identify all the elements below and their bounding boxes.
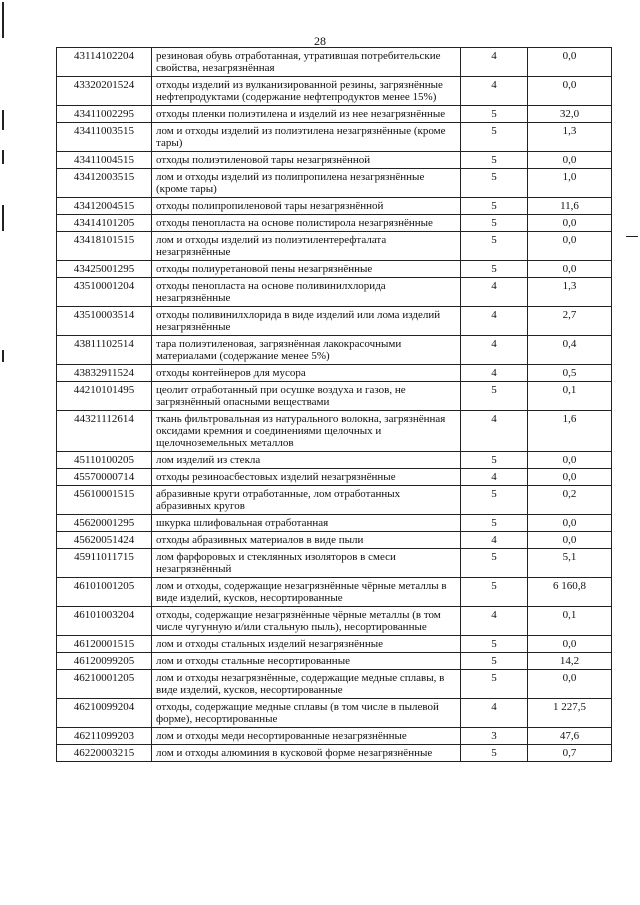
table-row — [57, 549, 612, 578]
waste-name-cell: отходы, содержащие незагрязнённые чёрные металлы (в том числе чугунную и/или стальную пыль), несортированные — [152, 607, 461, 636]
table-row — [57, 232, 612, 261]
waste-amount-cell: 1 227,5 — [528, 699, 612, 728]
waste-amount-cell: 1,6 — [528, 411, 612, 452]
hazard-class-cell: 3 — [461, 728, 528, 745]
waste-name-cell: отходы контейнеров для мусора — [152, 365, 461, 382]
waste-name-cell: отходы полиэтиленовой тары незагрязнённой — [152, 152, 461, 169]
waste-name-cell: отходы абразивных материалов в виде пыли — [152, 532, 461, 549]
waste-amount-cell: 0,0 — [528, 515, 612, 532]
waste-amount-cell: 0,0 — [528, 469, 612, 486]
hazard-class-cell: 4 — [461, 278, 528, 307]
waste-code-cell: 45570000714 — [57, 469, 152, 486]
waste-amount-cell: 0,0 — [528, 232, 612, 261]
waste-amount-cell: 1,3 — [528, 278, 612, 307]
hazard-class-cell: 5 — [461, 636, 528, 653]
waste-name-cell: отходы полипропиленовой тары незагрязнённой — [152, 198, 461, 215]
hazard-class-cell: 4 — [461, 469, 528, 486]
waste-amount-cell: 6 160,8 — [528, 578, 612, 607]
waste-code-cell: 43411004515 — [57, 152, 152, 169]
table-row — [57, 532, 612, 549]
waste-code-cell: 46120099205 — [57, 653, 152, 670]
table-row — [57, 198, 612, 215]
waste-code-cell: 45620051424 — [57, 532, 152, 549]
waste-name-cell: лом и отходы меди несортированные незагрязнённые — [152, 728, 461, 745]
waste-code-cell: 46210001205 — [57, 670, 152, 699]
waste-name-cell: лом и отходы стальных изделий незагрязнённые — [152, 636, 461, 653]
table-row — [57, 515, 612, 532]
hazard-class-cell: 5 — [461, 578, 528, 607]
hazard-class-cell: 4 — [461, 607, 528, 636]
waste-amount-cell: 0,0 — [528, 452, 612, 469]
waste-code-cell: 46120001515 — [57, 636, 152, 653]
waste-code-cell: 44321112614 — [57, 411, 152, 452]
hazard-class-cell: 5 — [461, 106, 528, 123]
waste-code-cell: 43320201524 — [57, 77, 152, 106]
hazard-class-cell: 5 — [461, 198, 528, 215]
waste-table — [56, 47, 612, 762]
waste-code-cell: 43418101515 — [57, 232, 152, 261]
hazard-class-cell: 5 — [461, 152, 528, 169]
waste-code-cell: 43811102514 — [57, 336, 152, 365]
table-row — [57, 106, 612, 123]
waste-code-cell: 43412003515 — [57, 169, 152, 198]
waste-name-cell: лом и отходы, содержащие незагрязнённые чёрные металлы в виде изделий, кусков, несортированные — [152, 578, 461, 607]
waste-amount-cell: 0,4 — [528, 336, 612, 365]
waste-amount-cell: 1,3 — [528, 123, 612, 152]
table-row — [57, 653, 612, 670]
waste-amount-cell: 0,1 — [528, 382, 612, 411]
table-row — [57, 215, 612, 232]
hazard-class-cell: 4 — [461, 48, 528, 77]
waste-code-cell: 46220003215 — [57, 745, 152, 762]
waste-amount-cell: 11,6 — [528, 198, 612, 215]
hazard-class-cell: 4 — [461, 532, 528, 549]
waste-code-cell: 45610001515 — [57, 486, 152, 515]
waste-name-cell: лом и отходы изделий из полиэтилентерефталата незагрязнённые — [152, 232, 461, 261]
waste-code-cell: 43114102204 — [57, 48, 152, 77]
waste-name-cell: резиновая обувь отработанная, утратившая потребительские свойства, незагрязнённая — [152, 48, 461, 77]
waste-code-cell: 43510001204 — [57, 278, 152, 307]
hazard-class-cell: 5 — [461, 261, 528, 278]
hazard-class-cell: 4 — [461, 336, 528, 365]
waste-code-cell: 46210099204 — [57, 699, 152, 728]
waste-name-cell: отходы пенопласта на основе полистирола незагрязнённые — [152, 215, 461, 232]
hazard-class-cell: 5 — [461, 452, 528, 469]
waste-amount-cell: 0,0 — [528, 261, 612, 278]
table-row — [57, 261, 612, 278]
table-row — [57, 411, 612, 452]
table-row — [57, 152, 612, 169]
table-row — [57, 607, 612, 636]
hazard-class-cell: 5 — [461, 653, 528, 670]
scan-artifact-mark — [626, 236, 638, 237]
waste-code-cell: 45620001295 — [57, 515, 152, 532]
waste-amount-cell: 0,2 — [528, 486, 612, 515]
waste-name-cell: лом фарфоровых и стеклянных изоляторов в смеси незагрязнённый — [152, 549, 461, 578]
waste-name-cell: лом и отходы изделий из полиэтилена незагрязнённые (кроме тары) — [152, 123, 461, 152]
waste-code-cell: 46101003204 — [57, 607, 152, 636]
hazard-class-cell: 5 — [461, 745, 528, 762]
table-row — [57, 636, 612, 653]
waste-code-cell: 43412004515 — [57, 198, 152, 215]
waste-name-cell: отходы резиноасбестовых изделий незагрязнённые — [152, 469, 461, 486]
waste-code-cell: 43411002295 — [57, 106, 152, 123]
table-row — [57, 469, 612, 486]
table-row — [57, 169, 612, 198]
waste-amount-cell: 0,7 — [528, 745, 612, 762]
waste-amount-cell: 0,0 — [528, 532, 612, 549]
hazard-class-cell: 5 — [461, 549, 528, 578]
waste-name-cell: отходы поливинилхлорида в виде изделий или лома изделий незагрязнённые — [152, 307, 461, 336]
waste-code-cell: 45911011715 — [57, 549, 152, 578]
hazard-class-cell: 5 — [461, 515, 528, 532]
hazard-class-cell: 5 — [461, 670, 528, 699]
table-row — [57, 336, 612, 365]
waste-amount-cell: 32,0 — [528, 106, 612, 123]
waste-name-cell: цеолит отработанный при осушке воздуха и газов, не загрязнённый опасными веществами — [152, 382, 461, 411]
hazard-class-cell: 5 — [461, 169, 528, 198]
waste-amount-cell: 0,5 — [528, 365, 612, 382]
waste-amount-cell: 0,0 — [528, 152, 612, 169]
waste-name-cell: тара полиэтиленовая, загрязнённая лакокрасочными материалами (содержание менее 5%) — [152, 336, 461, 365]
waste-amount-cell: 0,0 — [528, 77, 612, 106]
table-row — [57, 745, 612, 762]
waste-code-cell: 43510003514 — [57, 307, 152, 336]
waste-amount-cell: 0,1 — [528, 607, 612, 636]
hazard-class-cell: 4 — [461, 365, 528, 382]
waste-name-cell: отходы, содержащие медные сплавы (в том числе в пылевой форме), несортированные — [152, 699, 461, 728]
hazard-class-cell: 4 — [461, 77, 528, 106]
waste-name-cell: лом и отходы стальные несортированные — [152, 653, 461, 670]
scan-artifact-mark — [2, 350, 4, 362]
waste-code-cell: 46211099203 — [57, 728, 152, 745]
table-row — [57, 77, 612, 106]
waste-code-cell: 46101001205 — [57, 578, 152, 607]
waste-code-cell: 43832911524 — [57, 365, 152, 382]
scan-artifact-mark — [2, 205, 4, 231]
scan-artifact-mark — [2, 110, 4, 130]
waste-name-cell: отходы пенопласта на основе поливинилхлорида незагрязнённые — [152, 278, 461, 307]
waste-name-cell: лом и отходы незагрязнённые, содержащие медные сплавы, в виде изделий, кусков, несортированные — [152, 670, 461, 699]
waste-amount-cell: 47,6 — [528, 728, 612, 745]
table-row — [57, 486, 612, 515]
table-row — [57, 452, 612, 469]
waste-amount-cell: 0,0 — [528, 636, 612, 653]
waste-amount-cell: 0,0 — [528, 48, 612, 77]
waste-name-cell: шкурка шлифовальная отработанная — [152, 515, 461, 532]
table-row — [57, 728, 612, 745]
table-row — [57, 670, 612, 699]
page-number: 28 — [314, 34, 326, 48]
hazard-class-cell: 5 — [461, 123, 528, 152]
waste-name-cell: отходы пленки полиэтилена и изделий из нее незагрязнённые — [152, 106, 461, 123]
waste-amount-cell: 14,2 — [528, 653, 612, 670]
hazard-class-cell: 5 — [461, 486, 528, 515]
waste-name-cell: лом и отходы алюминия в кусковой форме незагрязнённые — [152, 745, 461, 762]
table-row — [57, 578, 612, 607]
hazard-class-cell: 4 — [461, 307, 528, 336]
scan-artifact-mark — [2, 2, 4, 38]
waste-code-cell: 43411003515 — [57, 123, 152, 152]
table-row — [57, 365, 612, 382]
hazard-class-cell: 5 — [461, 232, 528, 261]
waste-name-cell: отходы полиуретановой пены незагрязнённые — [152, 261, 461, 278]
waste-table-body — [57, 48, 612, 762]
table-row — [57, 699, 612, 728]
waste-name-cell: лом и отходы изделий из полипропилена незагрязнённые (кроме тары) — [152, 169, 461, 198]
waste-name-cell: ткань фильтровальная из натурального волокна, загрязнённая оксидами кремния и соединениями щелочных и щелочноземельных металлов — [152, 411, 461, 452]
scan-artifact-mark — [2, 150, 4, 164]
table-row — [57, 48, 612, 77]
waste-amount-cell: 0,0 — [528, 215, 612, 232]
waste-amount-cell: 2,7 — [528, 307, 612, 336]
hazard-class-cell: 5 — [461, 215, 528, 232]
table-row — [57, 278, 612, 307]
table-row — [57, 382, 612, 411]
waste-code-cell: 44210101495 — [57, 382, 152, 411]
waste-code-cell: 43425001295 — [57, 261, 152, 278]
waste-amount-cell: 1,0 — [528, 169, 612, 198]
hazard-class-cell: 5 — [461, 382, 528, 411]
table-row — [57, 123, 612, 152]
waste-name-cell: отходы изделий из вулканизированной резины, загрязнённые нефтепродуктами (содержание нефтепродуктов менее 15%) — [152, 77, 461, 106]
table-row — [57, 307, 612, 336]
waste-amount-cell: 5,1 — [528, 549, 612, 578]
waste-amount-cell: 0,0 — [528, 670, 612, 699]
waste-name-cell: лом изделий из стекла — [152, 452, 461, 469]
hazard-class-cell: 4 — [461, 411, 528, 452]
waste-code-cell: 43414101205 — [57, 215, 152, 232]
waste-code-cell: 45110100205 — [57, 452, 152, 469]
waste-name-cell: абразивные круги отработанные, лом отработанных абразивных кругов — [152, 486, 461, 515]
hazard-class-cell: 4 — [461, 699, 528, 728]
